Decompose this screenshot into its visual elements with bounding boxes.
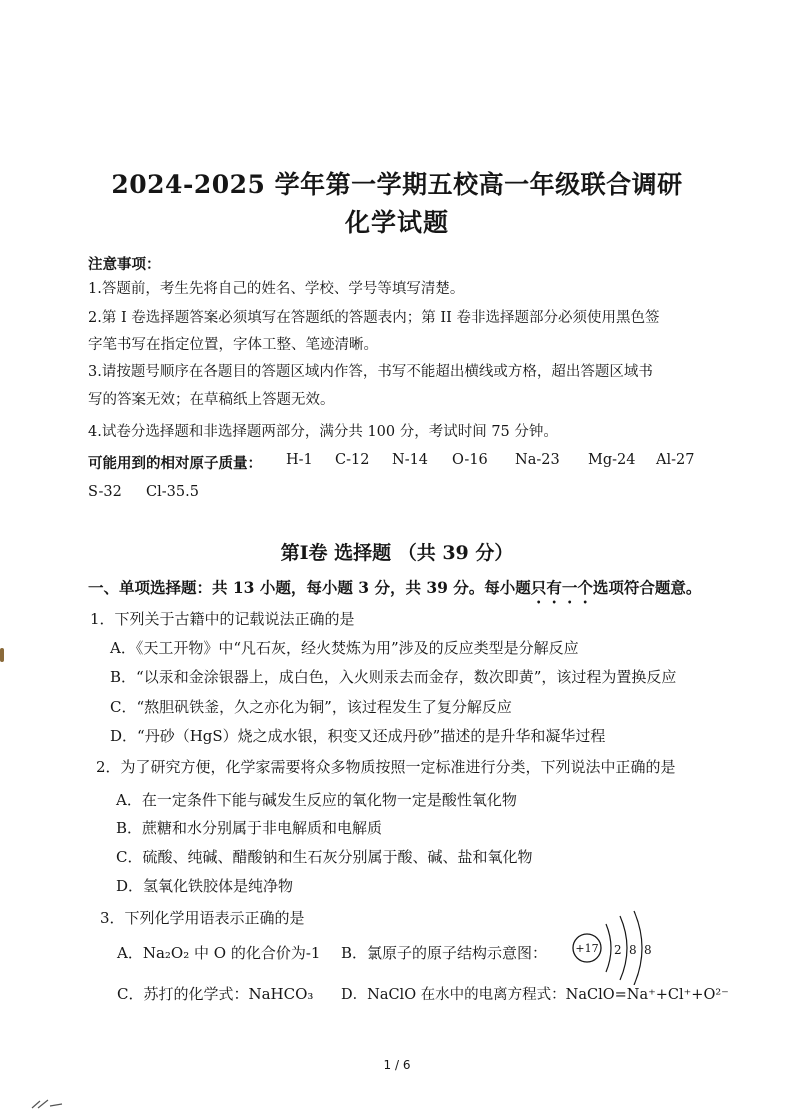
question-2-option-d: D．氢氧化铁胶体是纯净物 — [116, 877, 294, 895]
atomic-mass-item: O-16 — [452, 452, 488, 468]
shell-1-count: 2 — [614, 943, 622, 957]
exam-subtitle: 化学试题 — [344, 208, 449, 237]
question-1-option-a: A．《天工开物》中“凡石灰，经火焚炼为用”涉及的反应类型是分解反应 — [110, 639, 579, 657]
atomic-mass-item: C-12 — [335, 452, 370, 468]
atomic-mass-item: Cl-35.5 — [146, 484, 199, 500]
atomic-mass-label: 可能用到的相对原子质量： — [88, 455, 262, 472]
question-3-option-c: C．苏打的化学式：NaHCO₃ — [117, 985, 314, 1003]
emphasis-text: 只有一个 — [530, 578, 593, 597]
part-instructions-text: 一、单项选择题：共 13 小题，每小题 3 分，共 39 分。每小题 — [88, 578, 531, 597]
question-3-option-b: B．氯原子的原子结构示意图： — [341, 944, 548, 962]
atomic-mass-item: Al-27 — [656, 452, 695, 468]
question-2-option-c: C．硫酸、纯碱、醋酸钠和生石灰分别属于酸、碱、盐和氧化物 — [116, 848, 533, 866]
question-1-option-c: C．“熬胆矾铁釜，久之亦化为铜”，该过程发生了复分解反应 — [110, 698, 512, 716]
atomic-mass-item: Mg-24 — [588, 452, 636, 468]
shell-2-count: 8 — [629, 943, 637, 957]
part-instructions — [88, 576, 701, 607]
question-2-stem: 2．为了研究方便，化学家需要将众多物质按照一定标准进行分类，下列说法中正确的是 — [96, 758, 676, 776]
question-2-option-b: B．蔗糖和水分别属于非电解质和电解质 — [116, 819, 383, 837]
part-instructions-tail: 选项符合题意。 — [592, 578, 702, 597]
question-3-option-a: A．Na₂O₂ 中 O 的化合价为-1 — [117, 944, 321, 962]
notice-item-3a: 3.请按题号顺序在各题目的答题区域内作答，书写不能超出横线或方格，超出答题区域书 — [88, 364, 653, 380]
notice-item-3b: 写的答案无效；在草稿纸上答题无效。 — [88, 392, 335, 408]
notice-item-2b: 字笔书写在指定位置，字体工整、笔迹清晰。 — [88, 337, 378, 353]
chlorine-atom-diagram — [560, 910, 660, 985]
question-3-option-d: D．NaClO 在水中的电离方程式：NaClO=Na⁺+Cl⁺+O²⁻ — [341, 987, 729, 1003]
question-1-option-b: B．“以汞和金涂银器上，成白色，入火则汞去而金存，数次即黄”，该过程为置换反应 — [110, 668, 677, 686]
notice-item-1: 1.答题前，考生先将自己的姓名、学校、学号等填写清楚。 — [88, 281, 465, 297]
question-3-stem: 3．下列化学用语表示正确的是 — [100, 909, 305, 927]
nucleus-charge: +17 — [575, 942, 599, 955]
notice-item-2a: 2.第 Ⅰ 卷选择题答案必须填写在答题纸的答题表内；第 II 卷非选择题部分必须使用黑色签 — [88, 310, 660, 326]
notice-item-4: 4.试卷分选择题和非选择题两部分，满分共 100 分，考试时间 75 分钟。 — [88, 424, 558, 440]
page-number: 1 / 6 — [383, 1058, 411, 1072]
question-2-option-a: A．在一定条件下能与碱发生反应的氧化物一定是酸性氧化物 — [116, 791, 517, 809]
notice-heading: 注意事项： — [88, 256, 161, 273]
atomic-mass-item: Na-23 — [515, 452, 560, 468]
exam-title: 2024-2025 学年第一学期五校高一年级联合调研 — [111, 170, 683, 199]
section-title: 第Ⅰ卷 选择题 （共 39 分） — [280, 542, 514, 564]
scan-smudge — [0, 648, 4, 662]
atomic-mass-item: N-14 — [392, 452, 429, 468]
shell-3-count: 8 — [644, 943, 652, 957]
question-1-option-d: D．“丹砂（HgS）烧之成水银，积变又还成丹砂”描述的是升华和凝华过程 — [110, 727, 606, 745]
scan-mark — [30, 1098, 70, 1110]
atomic-mass-item: S-32 — [88, 484, 122, 500]
question-1-stem: 1．下列关于古籍中的记载说法正确的是 — [90, 610, 355, 628]
electron-shell-1 — [606, 924, 611, 972]
atomic-mass-item: H-1 — [286, 452, 313, 468]
